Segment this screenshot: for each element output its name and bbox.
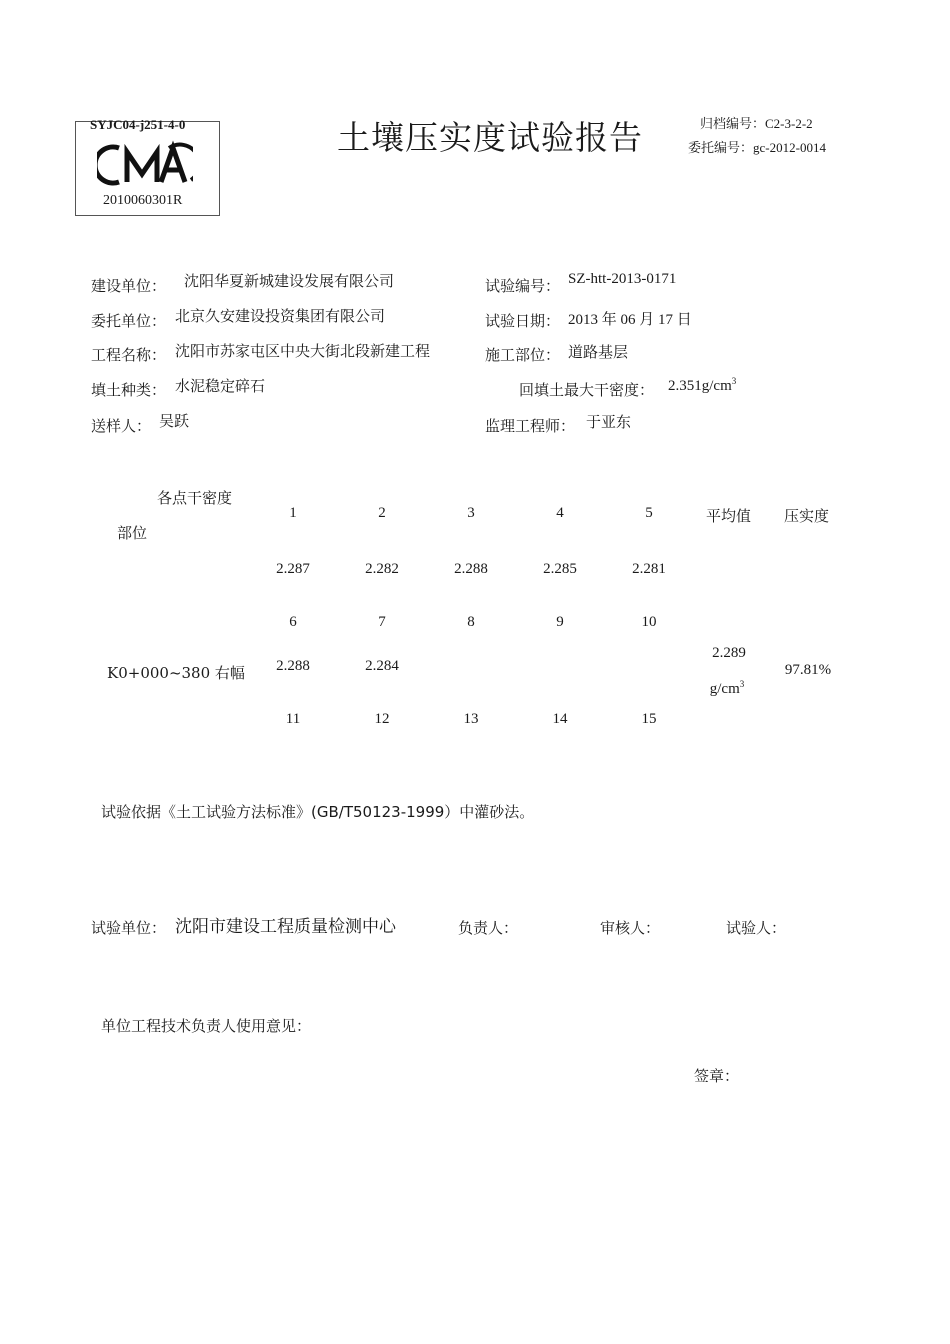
test-no-label: 试验编号： xyxy=(485,277,561,295)
test-no-value: SZ-htt-2013-0171 xyxy=(568,271,677,287)
point-number: 9 xyxy=(556,614,564,630)
stamp-number: 2010060301R xyxy=(103,193,183,208)
entrust-label: 委托编号： xyxy=(688,141,754,156)
page-title: 土壤压实度试验报告 xyxy=(337,118,643,157)
table-header-density: 各点干密度 xyxy=(157,489,233,507)
seal-label: 签章： xyxy=(694,1067,740,1085)
density-value: 2.281 xyxy=(632,561,666,577)
point-number: 6 xyxy=(289,614,297,630)
client-value: 北京久安建设投资集团有限公司 xyxy=(175,307,386,325)
entrust-value: gc-2012-0014 xyxy=(753,140,826,155)
tester-label: 试验人： xyxy=(726,919,787,937)
fill-type-value: 水泥稳定碎石 xyxy=(175,377,266,395)
density-value: 2.284 xyxy=(365,658,399,674)
archive-label: 归档编号： xyxy=(700,117,766,132)
archive-number xyxy=(700,113,813,132)
part-label: 施工部位： xyxy=(485,346,561,364)
entrust-number xyxy=(688,137,826,156)
reviewer-label: 审核人： xyxy=(600,919,661,937)
client-label: 委托单位： xyxy=(91,312,167,330)
test-date-value: 2013 年 06 月 17 日 xyxy=(568,312,692,328)
archive-value: C2-3-2-2 xyxy=(765,116,813,131)
location-value: K0+000~380 右幅 xyxy=(107,664,245,682)
project-label: 工程名称： xyxy=(91,346,167,364)
point-number: 5 xyxy=(645,505,653,521)
point-number: 14 xyxy=(552,711,568,727)
test-unit-value: 沈阳市建设工程质量检测中心 xyxy=(175,917,396,937)
sender-label: 送样人： xyxy=(91,417,152,435)
table-header-compaction: 压实度 xyxy=(784,507,830,525)
test-date-label: 试验日期： xyxy=(485,312,561,330)
max-density-value xyxy=(668,376,736,395)
cma-logo-icon xyxy=(97,140,193,192)
opinion-label: 单位工程技术负责人使用意见： xyxy=(101,1017,312,1035)
supervisor-value: 于亚东 xyxy=(586,413,632,431)
responsible-label: 负责人： xyxy=(458,919,519,937)
table-header-location: 部位 xyxy=(117,524,148,542)
test-basis: 试验依据《土工试验方法标准》(GB/T50123-1999）中灌砂法。 xyxy=(101,803,535,821)
point-number: 2 xyxy=(378,505,386,521)
sender-value: 吴跃 xyxy=(159,412,190,430)
builder-label: 建设单位： xyxy=(91,277,167,295)
stamp-code: SYJC04-j251-4-0 xyxy=(90,117,186,132)
point-number: 4 xyxy=(556,505,564,521)
point-number: 1 xyxy=(289,505,297,521)
supervisor-label: 监理工程师： xyxy=(485,417,576,435)
part-value: 道路基层 xyxy=(568,343,629,361)
point-number: 11 xyxy=(285,711,301,727)
point-number: 15 xyxy=(641,711,657,727)
project-value: 沈阳市苏家屯区中央大街北段新建工程 xyxy=(175,342,431,360)
density-value: 2.288 xyxy=(454,561,488,577)
density-value: 2.288 xyxy=(276,658,310,674)
point-number: 3 xyxy=(467,505,475,521)
max-density-label: 回填土最大干密度： xyxy=(519,381,655,399)
fill-type-label: 填土种类： xyxy=(91,381,167,399)
point-number: 12 xyxy=(374,711,390,727)
average-value: 2.289 xyxy=(712,645,746,661)
average-unit-text: g/cm xyxy=(709,681,740,697)
density-value: 2.282 xyxy=(365,561,399,577)
table-header-average: 平均值 xyxy=(706,507,752,525)
max-density-number: 2.351g/cm xyxy=(668,378,732,394)
point-number: 7 xyxy=(378,614,386,630)
compaction-value: 97.81% xyxy=(784,662,832,678)
density-value: 2.285 xyxy=(543,561,577,577)
test-unit-label: 试验单位： xyxy=(91,919,167,937)
point-number: 10 xyxy=(641,614,657,630)
density-value: 2.287 xyxy=(276,561,310,577)
average-unit xyxy=(710,679,745,698)
point-number: 8 xyxy=(467,614,475,630)
max-density-sup: 3 xyxy=(731,376,737,386)
point-number: 13 xyxy=(463,711,479,727)
builder-value: 沈阳华夏新城建设发展有限公司 xyxy=(184,272,395,290)
average-unit-sup: 3 xyxy=(739,679,745,689)
